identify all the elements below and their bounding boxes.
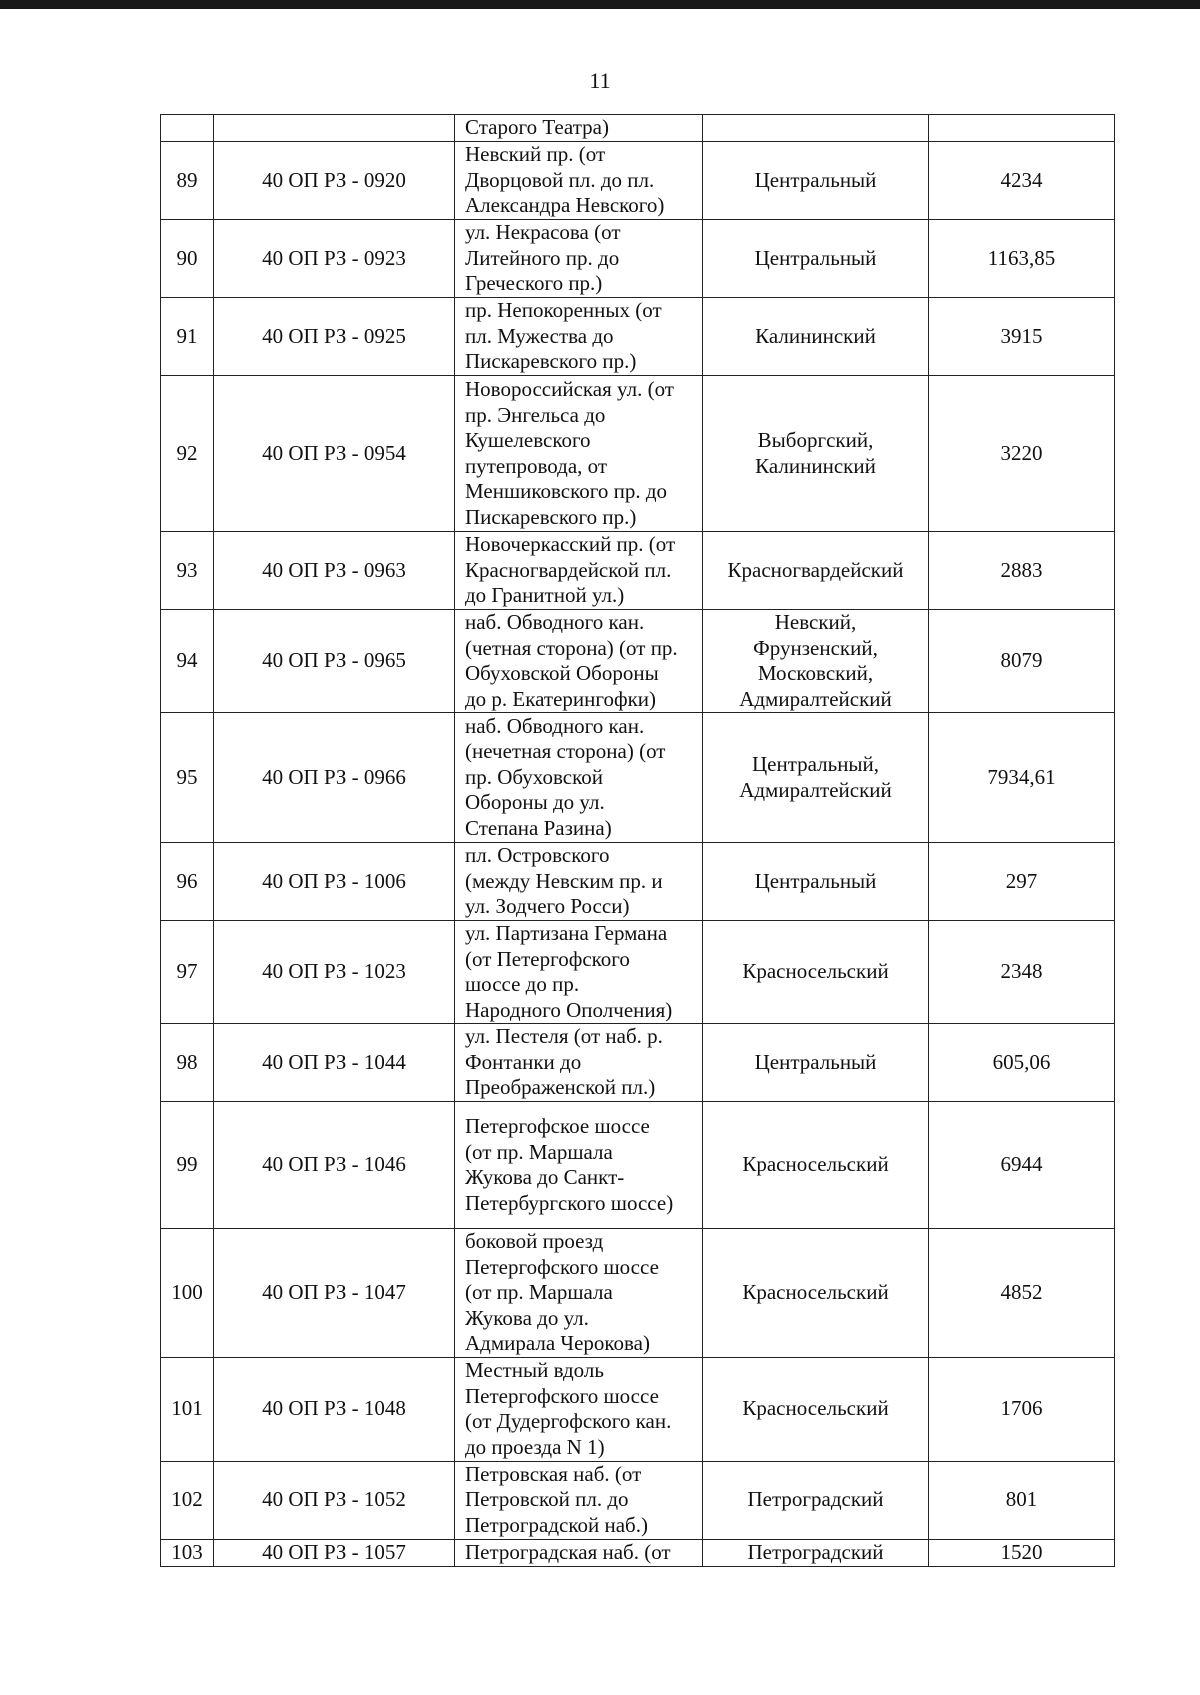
length-text: 3220 <box>1000 440 1043 465</box>
road-name-line: Новочеркасский пр. (от <box>465 532 676 557</box>
road-code-cell <box>214 610 455 713</box>
road-name-line: Кушелевского <box>465 428 591 452</box>
road-name-line: ул. Зодчего Росси) <box>465 894 630 919</box>
table-row <box>161 376 1115 532</box>
district-line: Адмиралтейский <box>739 777 892 802</box>
row-number-cell <box>161 1461 214 1539</box>
road-name-line: Меншиковского пр. до <box>465 479 668 503</box>
road-code-text: 40 ОП РЗ - 0966 <box>262 764 406 789</box>
district-line: Красносельский <box>742 1396 889 1421</box>
road-name-cell <box>455 298 703 376</box>
road-code-cell <box>214 220 455 298</box>
road-name-line: ул. Некрасова (от <box>465 220 621 245</box>
table-row <box>161 1539 1115 1566</box>
road-code-text: 40 ОП РЗ - 0920 <box>262 167 406 192</box>
scan-top-edge <box>0 0 1200 9</box>
road-name-cell <box>455 220 703 298</box>
road-name-cell <box>455 1102 703 1229</box>
road-code-text: 40 ОП РЗ - 1046 <box>262 1152 406 1177</box>
road-name-cell <box>455 1357 703 1461</box>
road-name-line: ул. Пестеля (от наб. р. <box>465 1024 663 1049</box>
row-number-text: 93 <box>176 557 198 582</box>
road-name-line: Старого Театра) <box>465 115 609 140</box>
district-line: Центральный <box>754 167 877 192</box>
district-line: Петроградский <box>747 1539 884 1564</box>
table-row <box>161 115 1115 142</box>
table-row <box>161 220 1115 298</box>
road-code-cell <box>214 1229 455 1358</box>
district-cell <box>703 1024 929 1102</box>
table-row <box>161 1229 1115 1358</box>
row-number-text: 89 <box>176 167 198 192</box>
district-line: Петроградский <box>747 1487 884 1512</box>
row-number-cell <box>161 115 214 142</box>
road-name-line: Степана Разина) <box>465 815 612 840</box>
length-text: 1520 <box>1000 1539 1043 1564</box>
road-name-line: пл. Мужества до <box>465 323 614 348</box>
length-cell <box>929 610 1115 713</box>
road-code-text: 40 ОП РЗ - 0954 <box>262 440 406 465</box>
road-name-cell <box>455 1539 703 1566</box>
district-cell <box>703 843 929 921</box>
page-number: 11 <box>589 68 611 93</box>
road-name-cell <box>455 843 703 921</box>
district-line: Красносельский <box>742 1152 889 1177</box>
district-cell <box>703 713 929 843</box>
road-name-line: Преображенской пл.) <box>465 1075 656 1100</box>
district-line: Московский, <box>757 661 874 685</box>
table-row <box>161 1461 1115 1539</box>
road-name-line: пр. Энгельса до <box>465 402 606 427</box>
road-name-line: Адмирала Черокова) <box>465 1331 650 1355</box>
district-line: Красносельский <box>742 1280 889 1304</box>
length-text: 8079 <box>1000 648 1043 673</box>
road-name-line: Греческого пр.) <box>465 271 603 296</box>
row-number-text: 99 <box>176 1152 198 1177</box>
road-name-line: Обуховской Обороны <box>465 661 659 685</box>
length-cell <box>929 1539 1115 1566</box>
table-row <box>161 921 1115 1024</box>
road-name-line: Пискаревского пр.) <box>465 504 637 529</box>
road-name-line: Петербургского шоссе) <box>465 1190 674 1215</box>
district-cell <box>703 1357 929 1461</box>
road-name-line: Петергофское шоссе <box>465 1114 650 1138</box>
length-text: 3915 <box>1000 323 1043 348</box>
road-name-line: наб. Обводного кан. <box>465 713 645 738</box>
road-name-cell <box>455 532 703 610</box>
length-cell <box>929 843 1115 921</box>
table-row <box>161 1024 1115 1102</box>
road-code-text: 40 ОП РЗ - 1057 <box>262 1539 406 1564</box>
table-row <box>161 843 1115 921</box>
length-text: 2348 <box>1000 959 1043 984</box>
road-name-cell <box>455 1229 703 1358</box>
table-row <box>161 532 1115 610</box>
road-code-cell <box>214 1539 455 1566</box>
row-number-text: 103 <box>171 1539 203 1564</box>
road-name-line: шоссе до пр. <box>465 972 580 996</box>
road-name-line: Новороссийская ул. (от <box>465 377 674 401</box>
district-line: Адмиралтейский <box>739 686 892 711</box>
length-cell <box>929 713 1115 843</box>
row-number-cell <box>161 142 214 220</box>
length-cell <box>929 376 1115 532</box>
length-text: 7934,61 <box>987 764 1056 789</box>
road-name-line: Народного Ополчения) <box>465 997 673 1022</box>
road-name-line: Жукова до Санкт- <box>465 1165 625 1189</box>
length-text: 1706 <box>1000 1396 1043 1421</box>
district-cell <box>703 115 929 142</box>
road-name-line: (от Петергофского <box>465 946 630 971</box>
length-cell <box>929 115 1115 142</box>
district-cell <box>703 220 929 298</box>
row-number-text: 90 <box>176 245 198 270</box>
road-name-line: пр. Обуховской <box>465 764 603 789</box>
table-row <box>161 713 1115 843</box>
district-cell <box>703 1539 929 1566</box>
row-number-text: 96 <box>176 868 198 893</box>
road-code-cell <box>214 1461 455 1539</box>
road-name-line: Жукова до ул. <box>465 1305 589 1330</box>
road-code-cell <box>214 713 455 843</box>
road-code-cell <box>214 115 455 142</box>
table-row <box>161 142 1115 220</box>
length-text: 605,06 <box>992 1049 1051 1074</box>
length-cell <box>929 1461 1115 1539</box>
road-name-line: до р. Екатерингофки) <box>465 686 657 711</box>
row-number-text: 95 <box>176 764 198 789</box>
road-name-line: (четная сторона) (от пр. <box>465 635 678 660</box>
road-name-line: Петроградской наб.) <box>465 1512 648 1537</box>
length-text: 297 <box>1005 868 1038 893</box>
road-name-line: Фонтанки до <box>465 1049 582 1074</box>
district-cell <box>703 610 929 713</box>
road-code-cell <box>214 532 455 610</box>
road-code-cell <box>214 298 455 376</box>
row-number-text: 92 <box>176 440 198 465</box>
road-name-line: (нечетная сторона) (от <box>465 739 666 764</box>
road-name-line: до Гранитной ул.) <box>465 583 625 608</box>
district-line: Выборгский, <box>757 428 874 452</box>
road-name-line: Александра Невского) <box>465 193 665 218</box>
road-name-line: Петергофского шоссе <box>465 1383 659 1408</box>
row-number-cell <box>161 610 214 713</box>
road-code-cell <box>214 142 455 220</box>
road-code-cell <box>214 1357 455 1461</box>
district-line: Фрунзенский, <box>753 635 878 660</box>
road-name-cell <box>455 1024 703 1102</box>
road-code-text: 40 ОП РЗ - 1044 <box>262 1049 406 1074</box>
road-name-cell <box>455 921 703 1024</box>
district-cell <box>703 142 929 220</box>
road-code-text: 40 ОП РЗ - 1052 <box>262 1487 406 1512</box>
road-code-cell <box>214 376 455 532</box>
roads-register-body <box>161 115 1115 1567</box>
road-name-cell <box>455 115 703 142</box>
row-number-text: 91 <box>176 323 198 348</box>
table-row <box>161 1357 1115 1461</box>
length-text: 1163,85 <box>987 245 1056 270</box>
road-code-cell <box>214 1102 455 1229</box>
road-code-text: 40 ОП РЗ - 0923 <box>262 245 406 270</box>
road-code-text: 40 ОП РЗ - 1048 <box>262 1396 406 1421</box>
road-name-cell <box>455 610 703 713</box>
length-cell <box>929 1229 1115 1358</box>
district-line: Центральный <box>754 245 877 270</box>
road-name-line: ул. Партизана Германа <box>465 921 668 945</box>
road-code-cell <box>214 1024 455 1102</box>
length-text: 4852 <box>1000 1280 1043 1304</box>
road-name-line: Петровской пл. до <box>465 1487 629 1512</box>
road-name-line: Петровская наб. (от <box>465 1461 642 1486</box>
row-number-text: 97 <box>176 959 198 984</box>
road-name-line: пл. Островского <box>465 843 610 868</box>
road-name-line: (между Невским пр. и <box>465 868 663 893</box>
row-number-cell <box>161 1539 214 1566</box>
road-name-line: Невский пр. (от <box>465 142 606 167</box>
district-cell <box>703 532 929 610</box>
row-number-text: 98 <box>176 1049 198 1074</box>
row-number-cell <box>161 713 214 843</box>
district-line: Невский, <box>774 610 857 634</box>
row-number-cell <box>161 1024 214 1102</box>
road-name-cell <box>455 142 703 220</box>
row-number-cell <box>161 220 214 298</box>
road-name-line: Петергофского шоссе <box>465 1254 659 1279</box>
row-number-text: 102 <box>171 1487 203 1512</box>
road-name-line: Красногвардейской пл. <box>465 557 672 582</box>
road-code-text: 40 ОП РЗ - 1023 <box>262 959 406 984</box>
road-name-cell <box>455 376 703 532</box>
district-cell <box>703 376 929 532</box>
roads-register-table <box>160 114 1115 1567</box>
row-number-cell <box>161 921 214 1024</box>
road-name-cell <box>455 1461 703 1539</box>
length-cell <box>929 142 1115 220</box>
table-row <box>161 610 1115 713</box>
row-number-cell <box>161 1102 214 1229</box>
road-code-text: 40 ОП РЗ - 0965 <box>262 648 406 673</box>
road-name-line: путепровода, от <box>465 453 608 478</box>
district-cell <box>703 298 929 376</box>
road-name-line: пр. Непокоренных (от <box>465 298 662 323</box>
road-name-line: боковой проезд <box>465 1229 604 1253</box>
road-code-text: 40 ОП РЗ - 0925 <box>262 323 406 348</box>
length-cell <box>929 1102 1115 1229</box>
length-cell <box>929 1357 1115 1461</box>
row-number-text: 94 <box>176 648 198 673</box>
row-number-text: 101 <box>171 1396 203 1421</box>
road-name-line: Обороны до ул. <box>465 790 605 815</box>
road-name-line: наб. Обводного кан. <box>465 610 645 634</box>
row-number-cell <box>161 843 214 921</box>
district-line: Центральный <box>754 1049 877 1074</box>
row-number-cell <box>161 376 214 532</box>
road-name-line: (от Дудергофского кан. <box>465 1409 672 1433</box>
district-line: Центральный <box>754 868 877 893</box>
road-name-line: Пискаревского пр.) <box>465 349 637 374</box>
district-line: Красносельский <box>742 959 889 984</box>
length-text: 2883 <box>1000 557 1043 582</box>
row-number-cell <box>161 298 214 376</box>
length-cell <box>929 921 1115 1024</box>
row-number-cell <box>161 1229 214 1358</box>
table-row <box>161 298 1115 376</box>
row-number-cell <box>161 1357 214 1461</box>
length-text: 4234 <box>1000 167 1043 192</box>
district-cell <box>703 1461 929 1539</box>
row-number-text: 100 <box>171 1280 203 1304</box>
road-name-line: Петроградская наб. (от <box>465 1539 671 1564</box>
table-row <box>161 1102 1115 1229</box>
road-name-line: (от пр. Маршала <box>465 1280 613 1304</box>
district-line: Калининский <box>755 323 876 348</box>
length-cell <box>929 220 1115 298</box>
length-text: 801 <box>1005 1487 1038 1512</box>
road-name-line: Литейного пр. до <box>465 245 620 270</box>
district-cell <box>703 1102 929 1229</box>
district-line: Центральный, <box>751 752 880 776</box>
road-code-text: 40 ОП РЗ - 1047 <box>262 1280 406 1304</box>
district-line: Калининский <box>755 453 876 478</box>
road-name-line: до проезда N 1) <box>465 1434 605 1459</box>
road-name-cell <box>455 713 703 843</box>
road-code-cell <box>214 843 455 921</box>
road-name-line: Местный вдоль <box>465 1358 604 1382</box>
road-code-cell <box>214 921 455 1024</box>
length-text: 6944 <box>1000 1152 1043 1177</box>
district-cell <box>703 1229 929 1358</box>
road-name-line: (от пр. Маршала <box>465 1139 613 1164</box>
road-code-text: 40 ОП РЗ - 0963 <box>262 557 406 582</box>
length-cell <box>929 1024 1115 1102</box>
road-code-text: 40 ОП РЗ - 1006 <box>262 868 406 893</box>
row-number-cell <box>161 532 214 610</box>
length-cell <box>929 532 1115 610</box>
road-name-line: Дворцовой пл. до пл. <box>465 167 655 192</box>
district-line: Красногвардейский <box>727 557 904 582</box>
district-cell <box>703 921 929 1024</box>
length-cell <box>929 298 1115 376</box>
